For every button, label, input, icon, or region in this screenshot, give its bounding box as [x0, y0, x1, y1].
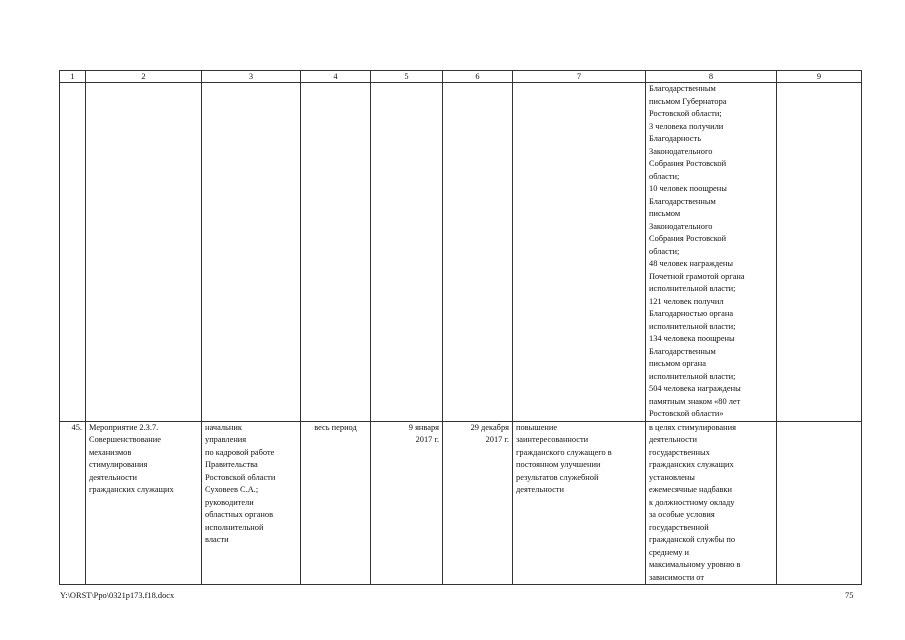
cell-text-line: гражданской службы по	[649, 535, 736, 544]
cell-text-line: гражданских служащих	[89, 485, 174, 494]
cell-text-line: письмом органа	[649, 359, 706, 368]
cell-text-line: Ростовской области;	[649, 109, 722, 118]
table-cell	[513, 83, 646, 422]
header-cell: 6	[443, 71, 513, 83]
expected-result-cell	[513, 421, 646, 585]
cell-text-line: памятным знаком «80 лет	[649, 396, 741, 406]
cell-text-line: письмом	[649, 209, 681, 218]
cell-text-line: среднему и	[649, 547, 690, 557]
cell-text-line: гражданских служащих	[649, 460, 734, 469]
cell-text-line: Почетной грамотой органа	[649, 271, 745, 281]
cell-text-line: письмом Губернатора	[649, 96, 727, 106]
cell-text-line: по кадровой работе	[205, 447, 275, 457]
period-cell: весь период	[301, 421, 371, 585]
responsible-cell	[202, 421, 301, 585]
cell-text-line: Совершенствование	[89, 435, 161, 444]
cell-text-line: Благодарственным	[649, 84, 716, 93]
cell-text-line: зависимости от	[649, 572, 705, 582]
header-cell: 8	[646, 71, 777, 83]
cell-text-line: начальник	[205, 422, 242, 432]
cell-text-line: исполнительной власти;	[649, 371, 736, 381]
cell-text-line: 29 декабря	[470, 422, 509, 432]
cell-text-line: деятельности	[649, 435, 697, 444]
table-cell	[301, 83, 371, 422]
cell-text-line: 504 человека награждены	[649, 384, 741, 393]
cell-text-line: к должностному окладу	[649, 497, 735, 507]
cell-text-line: Благодарность	[649, 134, 702, 143]
cell-text-line: Благодарностью органа	[649, 309, 734, 318]
table-cell	[777, 83, 862, 422]
cell-text-line: Ростовской области»	[649, 409, 724, 418]
start-date-cell	[371, 421, 443, 585]
cell-text-line: руководители	[205, 497, 254, 507]
cell-text-line: 121 человек получил	[649, 296, 724, 306]
results-cell	[646, 421, 777, 585]
cell-text-line: Законодательного	[649, 221, 713, 231]
cell-text-line: Ростовской области	[205, 472, 276, 482]
table-cell	[60, 83, 86, 422]
cell-text-line: ежемесячные надбавки	[649, 485, 732, 494]
cell-text-line: заинтересованности	[516, 435, 589, 444]
cell-text-line: 2017 г.	[415, 435, 439, 444]
page-number: 75	[845, 591, 854, 600]
cell-text-line: Суховеев С.А.;	[205, 485, 259, 494]
cell-text-line: 9 января	[408, 422, 439, 432]
cell-text-line: результатов служебной	[516, 472, 599, 482]
cell-text-line: областных органов	[205, 510, 274, 519]
table-cell	[777, 421, 862, 585]
cell-text-line: повышение	[516, 422, 558, 432]
cell-text-line: государственной	[649, 522, 709, 532]
cell-text-line: Правительства	[205, 460, 258, 469]
footer-file-path: Y:\ORST\Ppo\0321p173.f18.docx	[60, 591, 175, 600]
end-date-cell	[443, 421, 513, 585]
cell-text-line: в целях стимулирования	[649, 422, 736, 432]
cell-text-line: Собрания Ростовской	[649, 234, 727, 243]
cell-text-line: деятельности	[89, 472, 137, 482]
cell-text-line: Законодательного	[649, 146, 713, 156]
cell-text-line: Благодарственным	[649, 196, 716, 206]
header-cell: 1	[60, 71, 86, 83]
header-cell: 4	[301, 71, 371, 83]
cell-text-line: установлены	[649, 472, 695, 482]
header-cell: 7	[513, 71, 646, 83]
cell-text-line: Благодарственным	[649, 346, 716, 356]
cell-text-line: исполнительной	[205, 522, 264, 532]
cell-text-line: максимальному уровню в	[649, 560, 741, 569]
cell-text-line: гражданского служащего в	[516, 447, 612, 457]
cell-text-line: исполнительной власти;	[649, 321, 736, 331]
cell-text-line: за особые условия	[649, 510, 715, 519]
table-cell	[86, 83, 202, 422]
table-cell	[371, 83, 443, 422]
cell-text-line: Мероприятие 2.3.7.	[89, 422, 159, 432]
cell-text-line: механизмов	[89, 447, 132, 457]
cell-text-line: постоянном улучшении	[516, 460, 601, 469]
table-row-45	[60, 421, 862, 585]
cell-text-line: области;	[649, 246, 680, 256]
table-cell	[202, 83, 301, 422]
header-cell: 2	[86, 71, 202, 83]
table-cell	[443, 83, 513, 422]
cell-text-line: исполнительной власти;	[649, 284, 736, 293]
header-row	[60, 71, 862, 83]
cell-text-line: 134 человека поощрены	[649, 334, 735, 343]
cell-text-line: области;	[649, 171, 680, 181]
cell-text-line: 48 человек награждены	[649, 259, 733, 268]
cell-text-line: 10 человек поощрены	[649, 184, 727, 193]
measure-cell	[86, 421, 202, 585]
cell-text-line: Собрания Ростовской	[649, 159, 727, 168]
cell-text-line: стимулирования	[89, 460, 148, 469]
cell-text-line: 2017 г.	[485, 435, 509, 444]
results-cell	[646, 83, 777, 422]
cell-text-line: деятельности	[516, 485, 564, 494]
cell-text-line: государственных	[649, 447, 710, 457]
cell-text-line: управления	[205, 435, 247, 444]
header-cell: 5	[371, 71, 443, 83]
cell-text-line: 3 человека получили	[649, 121, 724, 131]
row-number: 45.	[60, 421, 86, 585]
header-cell: 9	[777, 71, 862, 83]
cell-text-line: власти	[205, 535, 229, 544]
document-table	[59, 70, 862, 585]
table-row-continued	[60, 83, 862, 422]
header-cell: 3	[202, 71, 301, 83]
